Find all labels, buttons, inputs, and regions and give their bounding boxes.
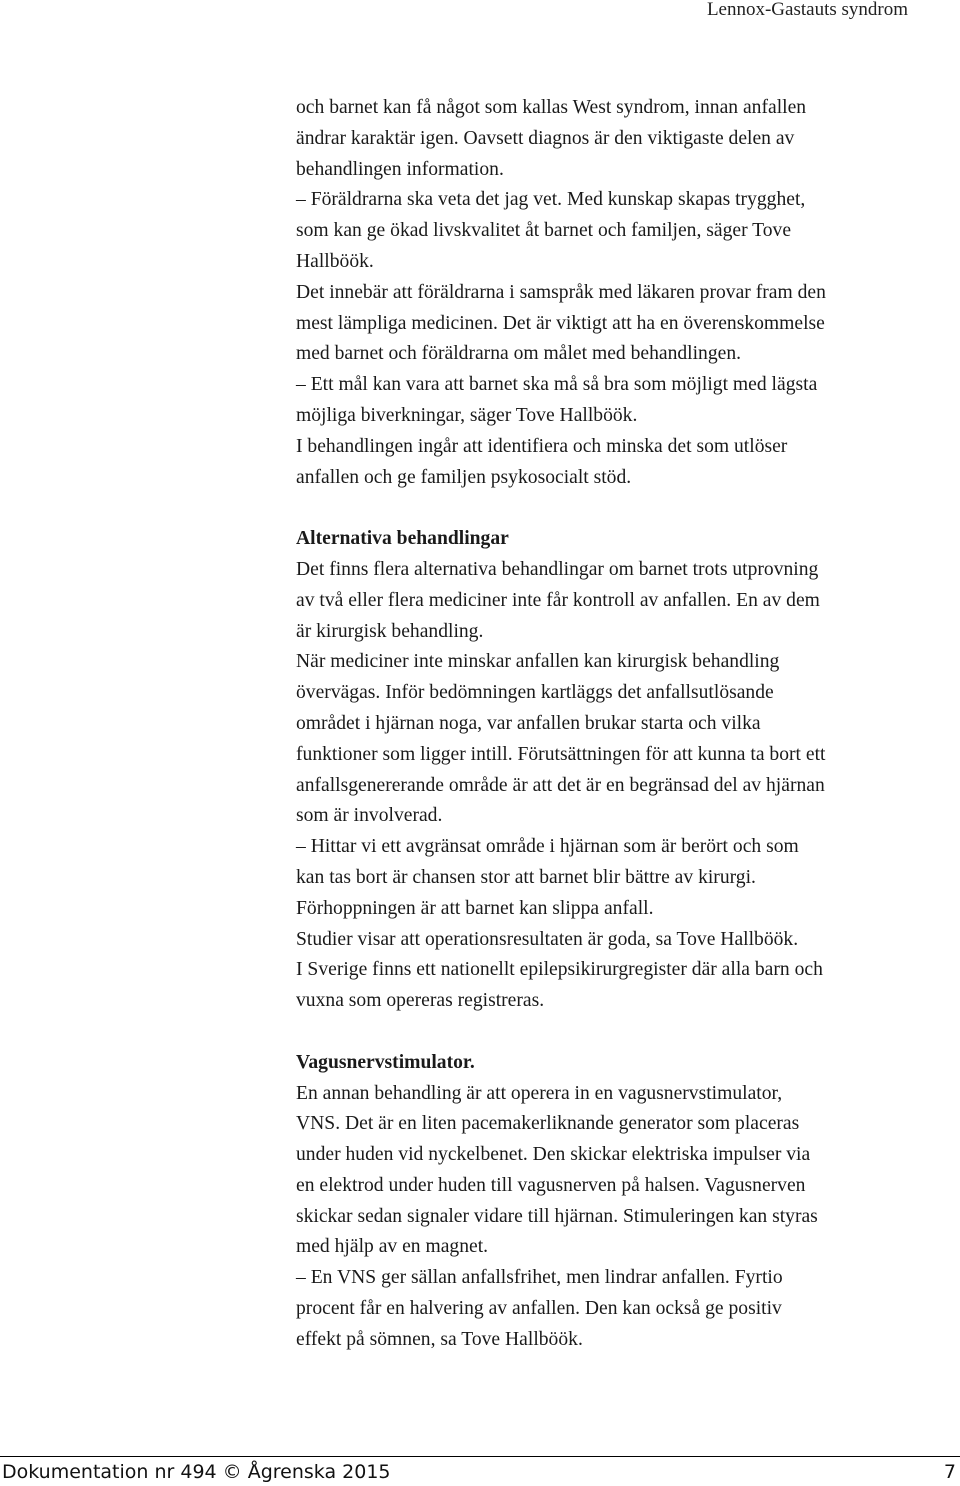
text-line: I behandlingen ingår att identifiera och minska det som utlöser [296, 435, 788, 457]
text-line: Det finns flera alternativa behandlingar om barnet trots utprovning [296, 558, 819, 580]
text-line: – Föräldrarna ska veta det jag vet. Med kunskap skapas trygghet, [296, 189, 806, 211]
section-alternativa-behandlingar [296, 524, 936, 1017]
text-line: Förhoppningen är att barnet kan slippa anfall. [296, 897, 654, 919]
text-line: möjliga biverkningar, säger Tove Hallböök. [296, 404, 638, 426]
text-line: Studier visar att operationsresultaten är goda, sa Tove Hallböök. [296, 928, 799, 950]
text-line: området i hjärnan noga, var anfallen brukar starta och vilka [296, 712, 761, 734]
page-number: 7 [943, 1461, 956, 1483]
text-line: Hallböök. [296, 250, 374, 272]
text-line: under huden vid nyckelbenet. Den skickar elektriska impulser via [296, 1144, 811, 1166]
text-line: vuxna som opereras registreras. [296, 990, 545, 1012]
text-line: som är involverad. [296, 805, 443, 827]
section-intro [296, 93, 936, 493]
text-line: När mediciner inte minskar anfallen kan kirurgisk behandling [296, 651, 780, 673]
text-line: en elektrod under huden till vagusnerven på halsen. Vagusnerven [296, 1174, 806, 1196]
text-line: kan tas bort är chansen stor att barnet blir bättre av kirurgi. [296, 866, 756, 888]
paragraph-gap [296, 1017, 936, 1048]
running-head-title: Lennox-Gastauts syndrom [706, 0, 908, 20]
text-line: av två eller flera mediciner inte får kontroll av anfallen. En av dem [296, 589, 820, 611]
text-line: anfallen och ge familjen psykosocialt stöd. [296, 466, 632, 488]
text-line: med barnet och föräldrarna om målet med behandlingen. [296, 343, 742, 365]
text-line: funktioner som ligger intill. Förutsättningen för att kunna ta bort ett [296, 743, 826, 765]
text-line: mest lämpliga medicinen. Det är viktigt att ha en överenskommelse [296, 312, 825, 334]
text-line: och barnet kan få något som kallas West syndrom, innan anfallen [296, 97, 807, 118]
section-heading: Vagusnervstimulator. [296, 1051, 475, 1073]
footer-publication-info: Dokumentation nr 494 © Ågrenska 2015 [2, 1461, 391, 1483]
paragraph-gap [296, 493, 936, 524]
text-line: är kirurgisk behandling. [296, 620, 484, 642]
text-line: – En VNS ger sällan anfallsfrihet, men lindrar anfallen. Fyrtio [296, 1267, 783, 1289]
text-line: med hjälp av en magnet. [296, 1236, 489, 1258]
page-footer [0, 1456, 960, 1486]
text-line: Det innebär att föräldrarna i samspråk med läkaren provar fram den [296, 281, 826, 303]
text-line: VNS. Det är en liten pacemakerliknande generator som placeras [296, 1113, 800, 1135]
text-line: I Sverige finns ett nationellt epilepsikirurgregister där alla barn och [296, 959, 823, 981]
text-line: – Ett mål kan vara att barnet ska må så bra som möjligt med lägsta [296, 374, 818, 396]
document-body [296, 93, 936, 1356]
section-heading: Alternativa behandlingar [296, 528, 509, 550]
text-line: En annan behandling är att operera in en vagusnervstimulator, [296, 1082, 783, 1104]
text-line: procent får en halvering av anfallen. Den kan också ge positiv [296, 1298, 782, 1320]
footer-divider [0, 1456, 960, 1457]
text-line: behandlingen information. [296, 158, 504, 180]
text-line: övervägas. Inför bedömningen kartläggs det anfallsutlösande [296, 682, 774, 704]
text-line: som kan ge ökad livskvalitet åt barnet och familjen, säger Tove [296, 220, 792, 242]
text-line: effekt på sömnen, sa Tove Hallböök. [296, 1328, 583, 1350]
section-vagusnervstimulator [296, 1048, 936, 1356]
text-line: skickar sedan signaler vidare till hjärnan. Stimuleringen kan styras [296, 1205, 818, 1227]
text-line: – Hittar vi ett avgränsat område i hjärnan som är berört och som [296, 836, 799, 858]
text-line: anfallsgenererande område är att det är en begränsad del av hjärnan [296, 774, 825, 796]
text-line: ändrar karaktär igen. Oavsett diagnos är den viktigaste delen av [296, 127, 795, 149]
